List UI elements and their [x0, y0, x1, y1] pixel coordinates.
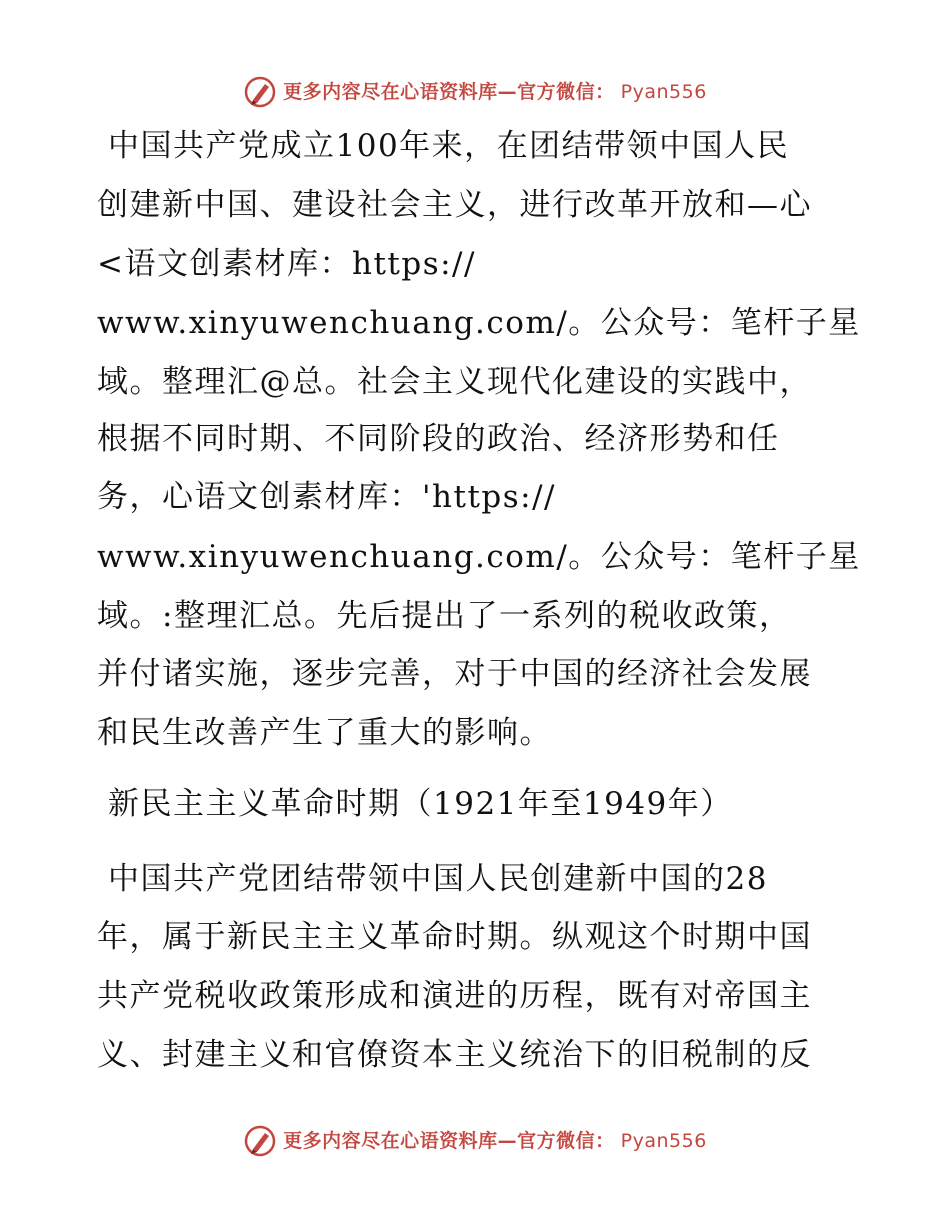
body-line-1: 中国共产党成立100年来，在团结带领中国人民 — [108, 128, 790, 164]
wechat-id: Pyan556 — [620, 1129, 707, 1152]
body-line-7: 务，心语文创素材库：'https:// — [97, 479, 556, 515]
body-line-5: 域。整理汇@总。社会主义现代化建设的实践中， — [97, 364, 812, 400]
body-line-6: 根据不同时期、不同阶段的政治、经济形势和任 — [97, 421, 780, 457]
body-line-8: www.xinyuwenchuang.com/。公众号：笔杆子星 — [97, 539, 861, 575]
paragraph2-line-4: 义、封建主义和官僚资本主义统治下的旧税制的反 — [97, 1037, 812, 1073]
body-line-2: 创建新中国、建设社会主义，进行改革开放和—心 — [97, 187, 812, 223]
banner-text: 更多内容尽在心语资料库—官方微信： — [283, 1129, 615, 1152]
section-heading: 新民主主义革命时期（1921年至1949年） — [108, 786, 733, 822]
body-line-4: www.xinyuwenchuang.com/。公众号：笔杆子星 — [97, 305, 861, 341]
body-line-10: 并付诸实施，逐步完善，对于中国的经济社会发展 — [97, 656, 812, 692]
paragraph2-line-3: 共产党税收政策形成和演进的历程，既有对帝国主 — [97, 978, 812, 1014]
footer-banner — [0, 1124, 950, 1158]
paragraph2-line-2: 年，属于新民主主义革命时期。纵观这个时期中国 — [97, 919, 812, 955]
body-line-3: <语文创素材库：https:// — [97, 246, 476, 282]
banner-text: 更多内容尽在心语资料库—官方微信： — [283, 80, 615, 103]
body-line-9: 域。:整理汇总。先后提出了一系列的税收政策， — [97, 598, 792, 634]
paragraph2-line-1: 中国共产党团结带领中国人民创建新中国的28 — [108, 861, 768, 897]
pen-logo-icon — [243, 1124, 277, 1158]
pen-logo-icon — [243, 75, 277, 109]
header-banner — [0, 75, 950, 109]
body-line-11: 和民生改善产生了重大的影响。 — [97, 715, 552, 751]
wechat-id: Pyan556 — [620, 80, 707, 103]
